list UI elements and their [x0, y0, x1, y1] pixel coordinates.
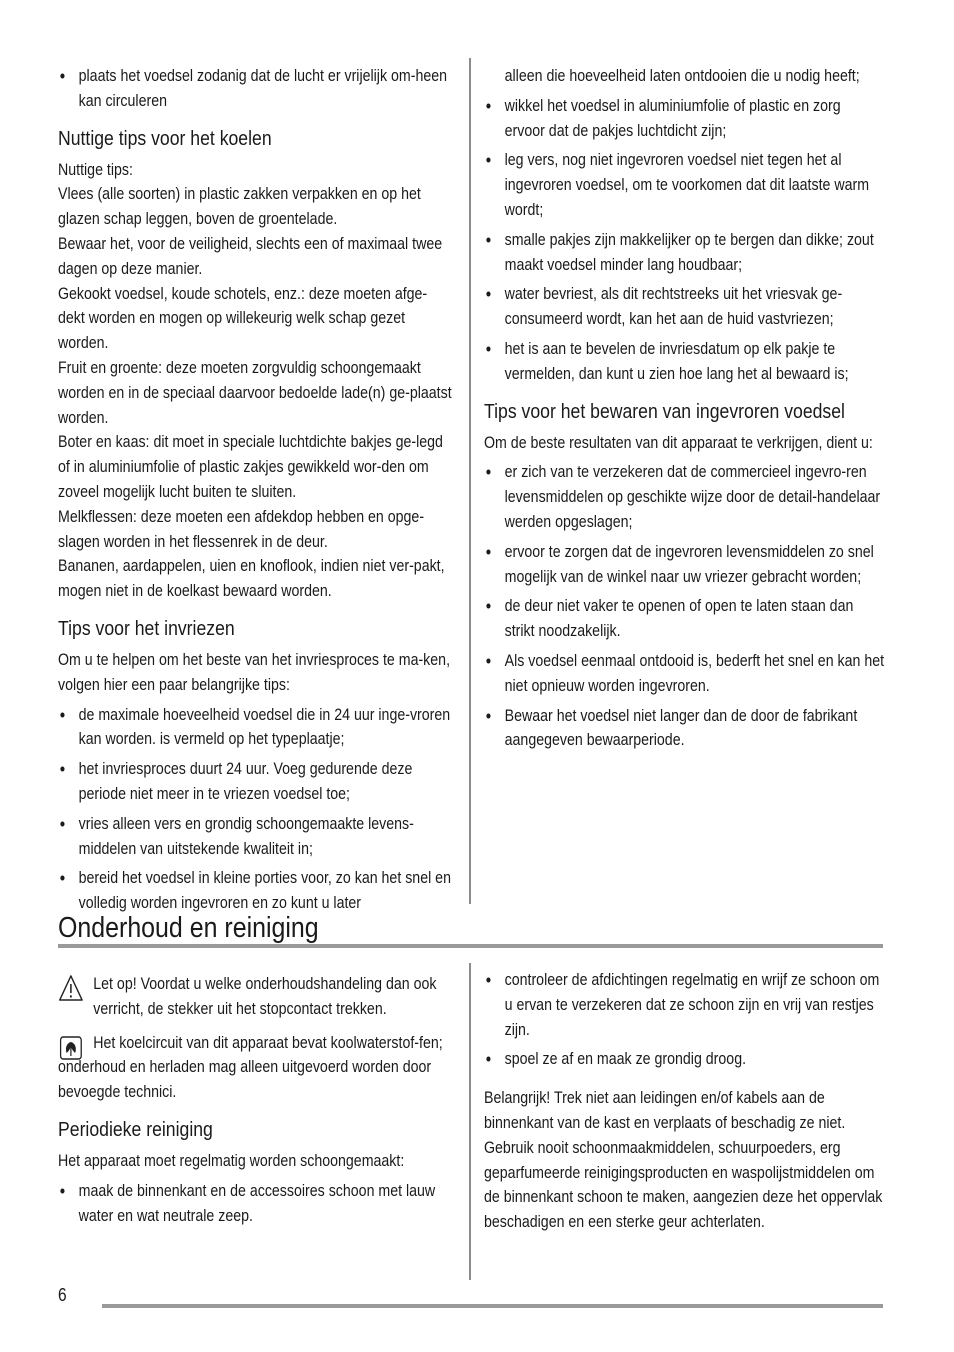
section-title-rule: [58, 944, 883, 948]
cooling-paragraph: Melkflessen: deze moeten een afdekdop hebben en opge-slagen worden in het flessenrek in de deur.: [58, 507, 425, 551]
list-item: • de deur niet vaker te openen of open te laten staan dan strikt noodzakelijk.: [484, 594, 885, 644]
warning-body: Voordat u welke onderhoudshandeling dan ook verricht, de stekker uit het stopcontact trekken.: [93, 975, 437, 1018]
cooling-paragraph: Bananen, aardappelen, uien en knoflook, indien niet ver-pakt, mogen niet in de koelkast bewaard worden.: [58, 557, 445, 601]
list-item: • ervoor te zorgen dat de ingevroren levensmiddelen zo snel mogelijk van de winkel naar uw vriezer gebracht worden;: [484, 540, 885, 590]
list-item: • smalle pakjes zijn makkelijker op te bergen dan dikke; zout maakt voedsel minder lang houdbaar;: [484, 228, 885, 278]
storage-tips-list: [484, 460, 885, 753]
continuation-text: alleen die hoeveelheid laten ontdooien die u nodig heeft;: [504, 67, 860, 85]
freezing-tips-heading: Tips voor het invriezen: [58, 616, 235, 640]
periodic-cleaning-list: [58, 1179, 452, 1229]
freezing-tips-continued-list: [484, 94, 885, 387]
list-item: • Als voedsel eenmaal ontdooid is, bederft het snel en kan het niet opnieuw worden ingevroren.: [484, 649, 885, 699]
list-item: • de maximale hoeveelheid voedsel die in 24 uur inge-vroren kan worden. is vermeld op het typeplaatje;: [58, 703, 452, 753]
important-body: Trek niet aan leidingen en/of kabels aan de binnenkant van de kast en verplaats of beschadig ze niet. Gebruik nooit schoonmaakmiddelen, schuurpoeders, erg geparfumeerde reinigingsproducten en waspolijstmiddelen om de binnenkant schoon te maken, aangezien deze het oppervlak beschadigen en een sterke geur achterlaten.: [484, 1089, 883, 1232]
lower-left-column: [58, 972, 452, 1233]
cooling-tips-heading: Nuttige tips voor het koelen: [58, 126, 272, 150]
intro-bullet-list: [58, 64, 452, 114]
list-item: • Bewaar het voedsel niet langer dan de door de fabrikant aangegeven bewaarperiode.: [484, 704, 885, 754]
important-note: [484, 1086, 885, 1235]
warning-label: Let op!: [93, 975, 137, 993]
list-item: • het invriesproces duurt 24 uur. Voeg gedurende deze periode niet meer in te vriezen voedsel toe;: [58, 757, 452, 807]
storage-intro: Om de beste resultaten van dit apparaat te verkrijgen, dient u:: [484, 433, 873, 452]
important-label: Belangrijk!: [484, 1089, 551, 1108]
periodic-cleaning-intro: Het apparaat moet regelmatig worden schoongemaakt:: [58, 1151, 405, 1170]
footer-rule: [102, 1304, 883, 1308]
cleaning-steps-list: [484, 968, 885, 1072]
upper-right-column: [484, 64, 885, 758]
list-item: • water bevriest, als dit rechtstreeks uit het vriesvak ge-consumeerd wordt, kan het aan de huid vastvriezen;: [484, 282, 885, 332]
warning-note: [58, 972, 452, 1022]
list-item: • controleer de afdichtingen regelmatig en wrijf ze schoon om u ervan te verzekeren dat ze schoon zijn en vrij van restjes zijn.: [484, 968, 885, 1042]
cooling-paragraph: Boter en kaas: dit moet in speciale luchtdichte bakjes ge-legd of in aluminiumfolie of plastic zakjes gewikkeld wor-den om zoveel mogelijk lucht buiten te sluiten.: [58, 433, 443, 501]
column-divider: [469, 963, 471, 1280]
list-item: • het is aan te bevelen de invriesdatum op elk pakje te vermelden, dan kunt u zien hoe lang het al bewaard is;: [484, 337, 885, 387]
cooling-paragraph: Nuttige tips:: [58, 160, 133, 179]
list-item: • wikkel het voedsel in aluminiumfolie of plastic en zorg ervoor dat de pakjes luchtdicht zijn;: [484, 94, 885, 144]
environment-note: [58, 1031, 452, 1105]
cooling-paragraph: Bewaar het, voor de veiligheid, slechts een of maximaal twee dagen op deze manier.: [58, 234, 443, 278]
freezing-intro: Om u te helpen om het beste van het invriesproces te ma-ken, volgen hier een paar belangrijke tips:: [58, 650, 451, 694]
warning-triangle-icon: [58, 974, 84, 1002]
warning-text: [93, 972, 452, 1022]
list-item: • spoel ze af en maak ze grondig droog.: [484, 1047, 885, 1072]
section-title: Onderhoud en reiniging: [58, 912, 319, 944]
list-item: • plaats het voedsel zodanig dat de lucht er vrijelijk om-heen kan circuleren: [58, 64, 452, 114]
list-item: • maak de binnenkant en de accessoires schoon met lauw water en wat neutrale zeep.: [58, 1179, 452, 1229]
cooling-paragraph: Fruit en groente: deze moeten zorgvuldig schoongemaakt worden en in de speciaal daarvoor bedoelde lade(n) ge-plaatst worden.: [58, 358, 452, 427]
environment-text: Het koelcircuit van dit apparaat bevat koolwaterstof-fen; onderhoud en herladen mag alleen uitgevoerd worden door bevoegde technici.: [58, 1033, 443, 1102]
column-divider: [469, 58, 471, 904]
lower-right-column: [484, 968, 885, 1235]
storage-tips-heading: Tips voor het bewaren van ingevroren voedsel: [484, 399, 845, 423]
freezing-tips-list: [58, 703, 452, 916]
page-number: 6: [58, 1285, 67, 1305]
list-item: • er zich van te verzekeren dat de commercieel ingevro-ren levensmiddelen op geschikte wijze door de detail-handelaar werden opgeslagen;: [484, 460, 885, 534]
list-item: • leg vers, nog niet ingevroren voedsel niet tegen het al ingevroren voedsel, om te voorkomen dat dit laatste warm wordt;: [484, 148, 885, 222]
periodic-cleaning-heading: Periodieke reiniging: [58, 1117, 213, 1141]
cooling-paragraph: Vlees (alle soorten) in plastic zakken verpakken en op het glazen schap leggen, boven de groentelade.: [58, 185, 421, 229]
list-item: • vries alleen vers en grondig schoongemaakte levens-middelen van uitstekende kwaliteit in;: [58, 812, 452, 862]
upper-left-column: [58, 64, 452, 921]
cooling-paragraph: Gekookt voedsel, koude schotels, enz.: deze moeten afge-dekt worden en mogen op willekeurig welk schap gezet worden.: [58, 284, 428, 353]
environment-icon: [60, 1036, 82, 1060]
list-item: • bereid het voedsel in kleine porties voor, zo kan het snel en volledig worden ingevroren en zo kunt u later: [58, 866, 452, 916]
